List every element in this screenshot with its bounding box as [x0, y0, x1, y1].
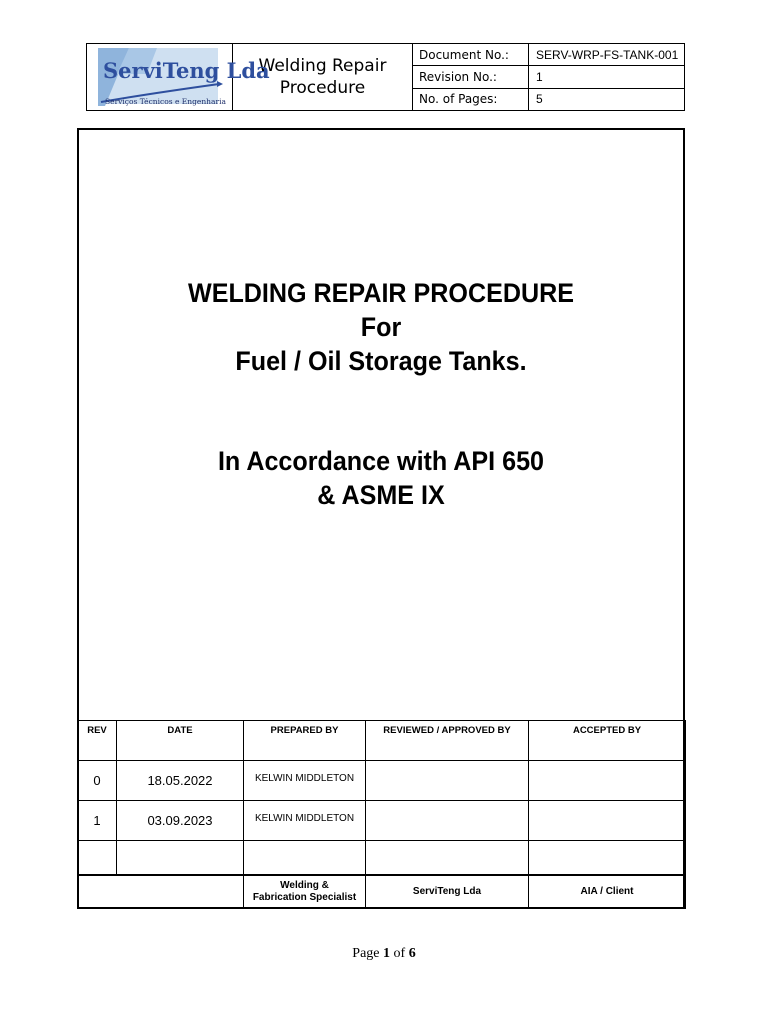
- date-cell: 18.05.2022: [117, 761, 244, 801]
- meta-row-document-no: [413, 44, 684, 66]
- signoff-prepared-line-2: Fabrication Specialist: [252, 892, 357, 903]
- meta-value: 5: [536, 92, 543, 107]
- date-cell: 03.09.2023: [117, 801, 244, 841]
- meta-value: SERV-WRP-FS-TANK-001: [536, 47, 679, 62]
- signoff-prepared: [244, 875, 366, 909]
- rev-cell: 1: [78, 801, 117, 841]
- prepared-by-cell: KELWIN MIDDLETON: [244, 801, 366, 841]
- column-header: DATE: [117, 721, 244, 761]
- column-header: REVIEWED / APPROVED BY: [366, 721, 529, 761]
- reviewed-by-cell: [366, 801, 529, 841]
- signoff-reviewed: ServiTeng Lda: [366, 875, 529, 909]
- column-header: ACCEPTED BY: [529, 721, 686, 761]
- logo-tagline: Serviços Técnicos e Engenharia: [105, 97, 226, 106]
- cover-line-1: WELDING REPAIR PROCEDURE: [188, 278, 574, 308]
- table-row: [78, 761, 686, 801]
- signoff-row: [78, 875, 686, 909]
- meta-label: Document No.:: [413, 44, 529, 65]
- meta-row-page-count: [413, 89, 684, 110]
- meta-row-revision-no: [413, 66, 684, 88]
- meta-label: No. of Pages:: [413, 89, 529, 110]
- document-meta: [413, 44, 684, 110]
- signoff-accepted: AIA / Client: [529, 875, 686, 909]
- accepted-by-cell: [529, 761, 686, 801]
- document-header: [86, 43, 685, 111]
- title-line-2: Procedure: [279, 78, 366, 98]
- page-number: Page 1 of 6: [352, 946, 416, 961]
- accepted-by-cell: [529, 801, 686, 841]
- reviewed-by-cell: [366, 761, 529, 801]
- company-logo: [87, 44, 270, 110]
- revision-table-header: [78, 721, 686, 761]
- cover-line-4: In Accordance with API 650: [217, 446, 545, 476]
- column-header: REV: [78, 721, 117, 761]
- total-pages: 6: [408, 946, 416, 961]
- table-row-blank: [78, 841, 686, 875]
- column-header: PREPARED BY: [244, 721, 366, 761]
- cover-line-3: Fuel / Oil Storage Tanks.: [235, 346, 527, 376]
- cover-line-5: & ASME IX: [317, 480, 445, 510]
- meta-label: Revision No.:: [413, 66, 529, 87]
- current-page: 1: [383, 946, 391, 961]
- prepared-by-cell: KELWIN MIDDLETON: [244, 761, 366, 801]
- cover-line-2: For: [360, 312, 402, 342]
- meta-value: 1: [536, 69, 543, 84]
- logo-wordmark: ServiTeng Lda: [103, 58, 270, 83]
- table-row: [78, 801, 686, 841]
- rev-cell: 0: [78, 761, 117, 801]
- signoff-prepared-line-1: Welding &: [280, 880, 329, 891]
- cover-title: [100, 276, 662, 512]
- revision-table: [77, 720, 686, 909]
- cover-frame: [77, 128, 685, 909]
- title-line-1: Welding Repair: [258, 56, 387, 76]
